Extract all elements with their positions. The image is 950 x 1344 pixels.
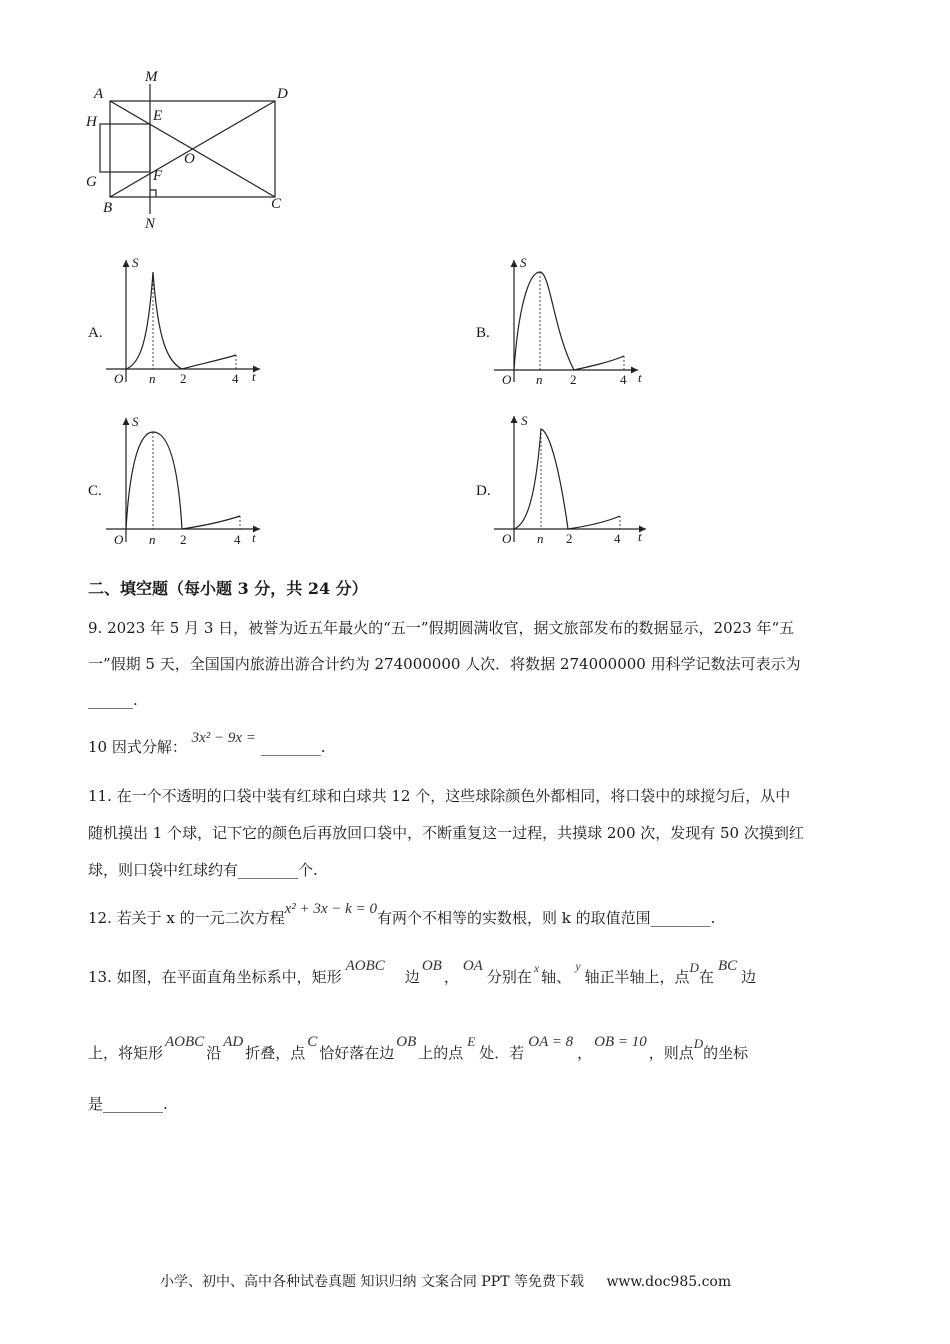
q13-d: D — [689, 960, 699, 975]
label-c: C — [271, 196, 282, 212]
footer-text: 小学、初中、高中各种试卷真题 知识归纳 文案合同 PPT 等免费下载 — [160, 1274, 584, 1290]
graph-d-4-label: 4 — [614, 531, 621, 546]
square-hefg — [100, 124, 150, 172]
q13-line-2 — [88, 1034, 749, 1064]
q11-line-3: 球，则口袋中红球约有________个. — [88, 861, 318, 879]
option-a-label: A. — [88, 325, 103, 341]
q13-text-zai: 在 — [698, 968, 714, 986]
q10-blank: ________. — [260, 738, 326, 756]
q10-line — [88, 730, 326, 758]
label-a: A — [94, 86, 104, 102]
graph-c-2-label: 2 — [180, 532, 187, 547]
q13-text-dezuobiao: 的坐标 — [703, 1044, 749, 1062]
label-g: G — [86, 174, 97, 190]
graph-b-o-label: O — [502, 372, 512, 387]
graph-d-o-label: O — [502, 531, 512, 546]
option-b-label: B. — [476, 325, 490, 341]
q12-equation: x² + 3x − k = 0 — [284, 901, 377, 917]
q13-bc: BC — [717, 958, 738, 974]
q13-c: C — [307, 1034, 318, 1050]
q13-d-2: D — [693, 1036, 704, 1051]
q13-text-zhedie: 折叠，点 — [245, 1044, 306, 1062]
graph-c-n-label: n — [149, 532, 156, 547]
label-m: M — [145, 69, 158, 85]
q13-line-3: 是________. — [88, 1095, 168, 1113]
q12-prefix: 12. 若关于 x 的一元二次方程 — [88, 909, 285, 927]
q9-line-3: ______. — [88, 691, 138, 709]
label-o: O — [184, 151, 195, 167]
q13-text-bian: 边 — [404, 968, 420, 986]
graph-a-n-label: n — [149, 371, 156, 386]
graph-b-s-label: S — [520, 255, 527, 270]
graph-c-4-label: 4 — [234, 532, 241, 547]
label-d: D — [277, 86, 288, 102]
label-h: H — [86, 114, 97, 130]
graph-option-b — [488, 252, 658, 392]
q13-text-2: 上，将矩形 — [88, 1044, 164, 1062]
graph-c-s-label: S — [132, 414, 139, 429]
q13-oa: OA — [462, 958, 483, 974]
q13-text-zhou: 轴、 — [541, 968, 572, 986]
section-heading: 二、填空题（每小题 3 分，共 24 分） — [88, 579, 368, 598]
label-n: N — [145, 216, 156, 232]
q13-text-chu: 处．若 — [479, 1044, 525, 1062]
graph-b-4-label: 4 — [620, 372, 627, 387]
q9-line-1: 9. 2023 年 5 月 3 日，被誉为近五年最火的“五一”假期圆满收官，据文旅部发布的数据显示，2023 年“五 — [88, 619, 795, 637]
right-angle-mark — [150, 190, 156, 197]
q13-comma-2: ， — [577, 1044, 593, 1062]
graph-b-2-label: 2 — [570, 372, 577, 387]
option-c-label: C. — [88, 483, 102, 499]
q13-comma: ， — [443, 968, 459, 986]
q13-ob: OB — [421, 958, 442, 974]
graph-option-c — [100, 412, 270, 552]
q13-text-qiahao: 恰好落在边 — [319, 1044, 395, 1062]
graph-b-n-label: n — [536, 372, 543, 387]
footer — [160, 1271, 731, 1291]
graph-c-o-label: O — [114, 532, 124, 547]
q13-text-zedian: ，则点 — [648, 1044, 694, 1062]
graph-a-o-label: O — [114, 371, 124, 386]
graph-d-2-label: 2 — [566, 531, 573, 546]
q13-aobc: AOBC — [345, 958, 385, 974]
q13-ob-2: OB — [396, 1034, 417, 1050]
q13-aobc-2: AOBC — [165, 1034, 205, 1050]
q13-text-zheng: 轴正半轴上，点 — [584, 968, 690, 986]
label-b: B — [103, 200, 113, 216]
graph-c-t-label: t — [252, 530, 256, 545]
option-d-label: D. — [476, 483, 491, 499]
q10-prefix: 10 因式分解： — [88, 738, 187, 756]
q13-y: y — [575, 959, 581, 973]
q11-line-1: 11. 在一个不透明的口袋中装有红球和白球共 12 个，这些球除颜色外都相同，将口袋中的球搅匀后，从中 — [88, 787, 791, 805]
q13-text-shangde: 上的点 — [418, 1044, 464, 1062]
graph-b-t-label: t — [638, 370, 642, 385]
q11-line-2: 随机摸出 1 个球，记下它的颜色后再放回口袋中，不断重复这一过程，共摸球 200 次，发现有 50 次摸到红 — [88, 824, 804, 842]
q12-suffix: 有两个不相等的实数根，则 k 的取值范围________. — [376, 909, 716, 927]
q12-line — [88, 901, 716, 929]
q13-oa-eq: OA = 8 — [528, 1034, 574, 1050]
q13-text-1: 13. 如图，在平面直角坐标系中，矩形 — [88, 968, 342, 986]
graph-option-d — [488, 412, 658, 552]
graph-d-n-label: n — [537, 531, 544, 546]
graph-d-t-label: t — [638, 529, 642, 544]
q13-line-1 — [88, 958, 757, 988]
q10-expression: 3x² − 9x = — [191, 730, 256, 746]
label-e: E — [153, 108, 163, 124]
graph-a-2-label: 2 — [180, 371, 187, 386]
q13-ad: AD — [223, 1034, 244, 1050]
footer-url[interactable]: www.doc985.com — [606, 1274, 732, 1290]
q13-ob-eq: OB = 10 — [594, 1034, 647, 1050]
graph-d-s-label: S — [521, 413, 528, 428]
q13-text-bian-2: 边 — [741, 968, 757, 986]
q13-text-fenbie: 分别在 — [486, 968, 532, 986]
graph-a-t-label: t — [252, 369, 256, 384]
q13-x: x — [533, 961, 540, 975]
graph-a-4-label: 4 — [232, 371, 239, 386]
q9-line-2: 一”假期 5 天，全国国内旅游出游合计约为 274000000 人次．将数据 274000000 用科学记数法可表示为 — [88, 655, 801, 673]
graph-a-s-label: S — [132, 255, 139, 270]
label-f: F — [153, 168, 163, 184]
q13-text-yan: 沿 — [206, 1044, 222, 1062]
q13-e: E — [467, 1034, 476, 1049]
